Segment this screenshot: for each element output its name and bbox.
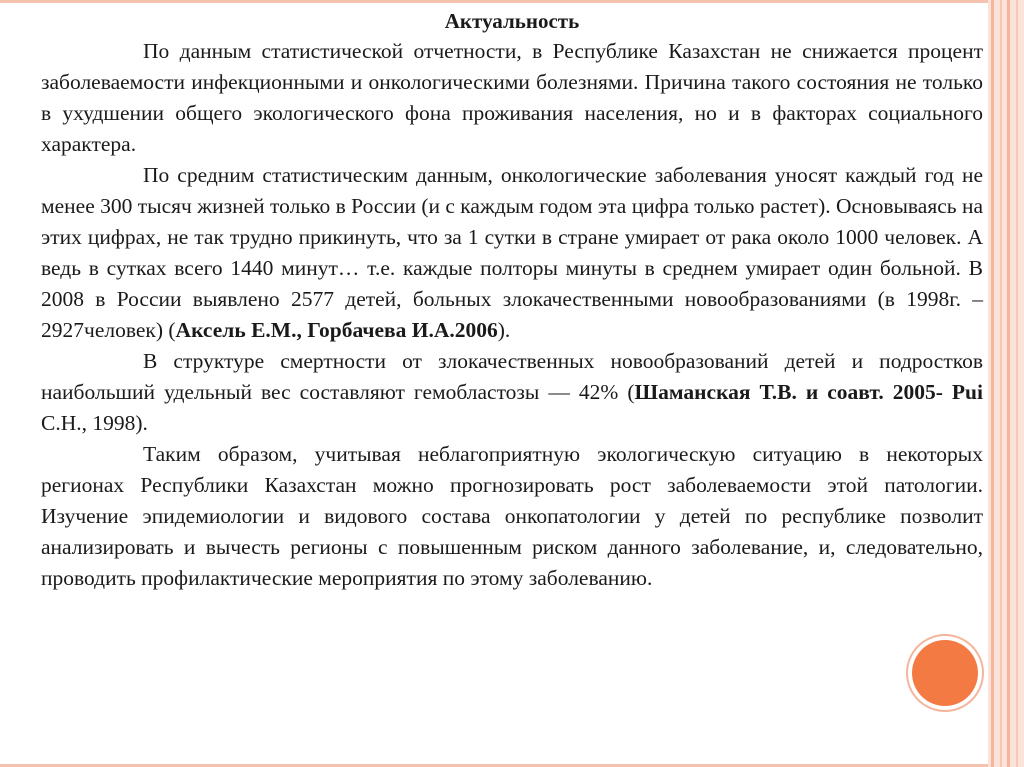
paragraph-3-text: В структуре смертности от злокачественных новообразований детей и подростков наибольший удельный вес составляют гемобластозы — 42% ( (41, 349, 983, 404)
paragraph-4: Таким образом, учитывая неблагоприятную экологическую ситуацию в некоторых регионах Республики Казахстан можно прогнозировать рост заболеваемости этой патологии. Изучение эпидемиологии и видового состава онкопатологии у детей по республике позволит анализировать и вычесть регионы с повышенным риском данного заболевание, и, следовательно, проводить профилактические мероприятия по этому заболеванию. (41, 442, 983, 590)
citation-aksel: Аксель Е.М., Горбачева И.А.2006 (175, 318, 498, 342)
paragraph-1: По данным статистической отчетности, в Республике Казахстан не снижается процент заболеваемости инфекционными и онкологическими болезнями. Причина такого состояния не только в ухудшении общего экологического фона проживания населения, но и в факторах социального характера. (41, 39, 983, 156)
citation-shamanskaya: Шаманская Т.В. и соавт. 2005- Pui (634, 380, 983, 404)
decorative-stripe (1000, 0, 1002, 767)
right-decorative-band (988, 0, 1024, 767)
paragraph-2-end: ). (497, 318, 511, 342)
decorative-stripe (991, 0, 994, 767)
top-border-line (0, 0, 1024, 3)
citation-shamanskaya-tail: С.Н., 1998 (41, 411, 136, 435)
slide-content (41, 6, 983, 594)
paragraph-3-end: ). (135, 411, 148, 435)
slide-title: Актуальность (444, 9, 580, 33)
paragraph-2-text: По средним статистическим данным, онкологические заболевания уносят каждый год не менее 300 тысяч жизней только в России (и с каждым годом эта цифра только растет). Основываясь на этих цифрах, не так трудно прикинуть, что за 1 сутки в стране умирает от рака около 1000 человек. А ведь в сутках всего 1440 минут… т.е. каждые полторы минуты в среднем умирает один больной. В 2008 в России выявлено 2577 детей, больных злокачественными новообразованиями (в 1998г. – 2927человек) ( (41, 163, 983, 342)
paragraph-3 (41, 346, 983, 439)
paragraph-2 (41, 160, 983, 346)
decorative-circle-icon (912, 640, 978, 706)
decorative-stripe (1007, 0, 1010, 767)
decorative-stripe (1016, 0, 1018, 767)
